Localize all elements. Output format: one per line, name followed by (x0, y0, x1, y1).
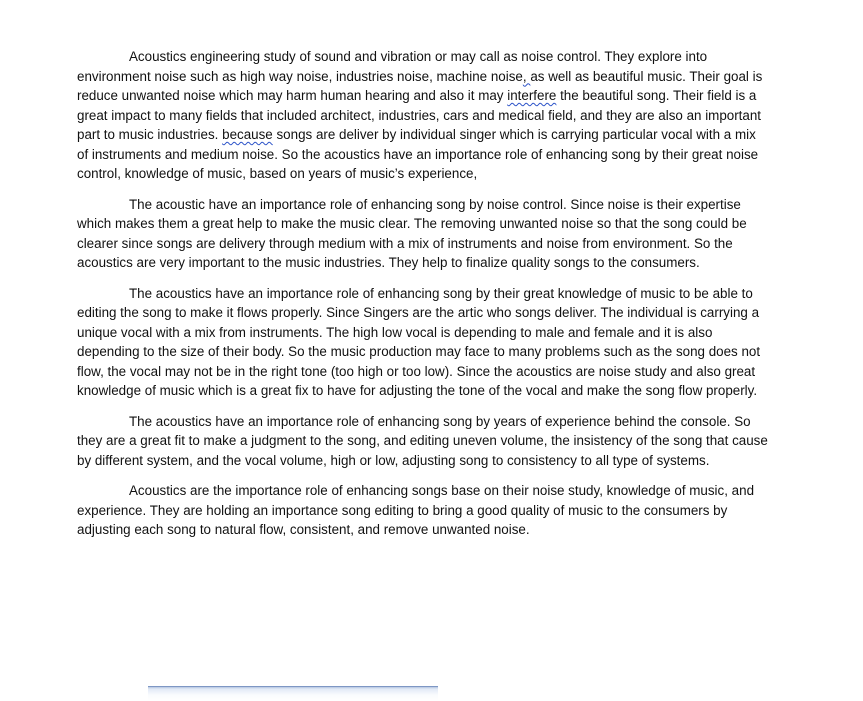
paragraph-4: The acoustics have an importance role of enhancing song by years of experience behind the console. So they are a great fit to make a judgment to the song, and editing uneven volume, the insistency of the song that cause by different system, and the vocal volume, high or low, adjusting song to consistency to all type of systems. (77, 413, 768, 468)
paragraph-1-text-mid: as well as beautiful music. Their goal is reduce unwanted noise which may harm human hearing and also it may (77, 68, 763, 103)
spellcheck-flag-interfere[interactable]: interfere (507, 88, 557, 103)
paragraph-1-text-start: Acoustics engineering study of sound and vibration or may call as noise control. They explore into environment noise such as high way noise, industries noise, machine noise (77, 49, 708, 84)
paragraph-1 (77, 47, 769, 184)
document-body[interactable] (77, 47, 769, 551)
spellcheck-flag-comma[interactable]: , (522, 68, 531, 84)
spellcheck-flag-because[interactable]: because (222, 127, 273, 142)
page-bottom-edge (148, 686, 438, 701)
paragraph-1-text-end: songs are deliver by individual singer which is carrying particular vocal with a mix of instruments and medium noise. So the acoustics have an importance role of enhancing song by their great noise control, knowledge of music, based on years of music’s experience, (77, 127, 759, 181)
paragraph-1-text-mid2: the beautiful song. Their field is a great impact to many fields that included architect, industries, cars and medical field, and they are also an important part to music industries. (77, 88, 762, 142)
paragraph-5: Acoustics are the importance role of enhancing songs base on their noise study, knowledge of music, and experience. They are holding an importance song editing to bring a good quality of music to the consumers by adjusting each song to natural flow, consistent, and remove unwanted noise. (77, 483, 755, 537)
paragraph-3: The acoustics have an importance role of enhancing song by their great knowledge of music to be able to editing the song to make it flows properly. Since Singers are the artic who songs deliver. The individual is carrying a unique vocal with a mix from instruments. The high low vocal is depending to male and female and it is also depending to the size of their body. So the music production may face to many problems such as the song does not flow, the vocal may not be in the right tone (too high or too low). Since the acoustics are noise study and also great knowledge of music which is a great fix to have for adjusting the tone of the vocal and make the song flow properly. (77, 285, 761, 398)
paragraph-2: The acoustic have an importance role of enhancing song by noise control. Since noise is their expertise which makes them a great help to make the music clear. The removing unwanted noise so that the song could be clearer since songs are delivery through medium with a mix of instruments and noise from environment. So the acoustics are very important to the music industries. They help to finalize quality songs to the consumers. (77, 196, 747, 270)
